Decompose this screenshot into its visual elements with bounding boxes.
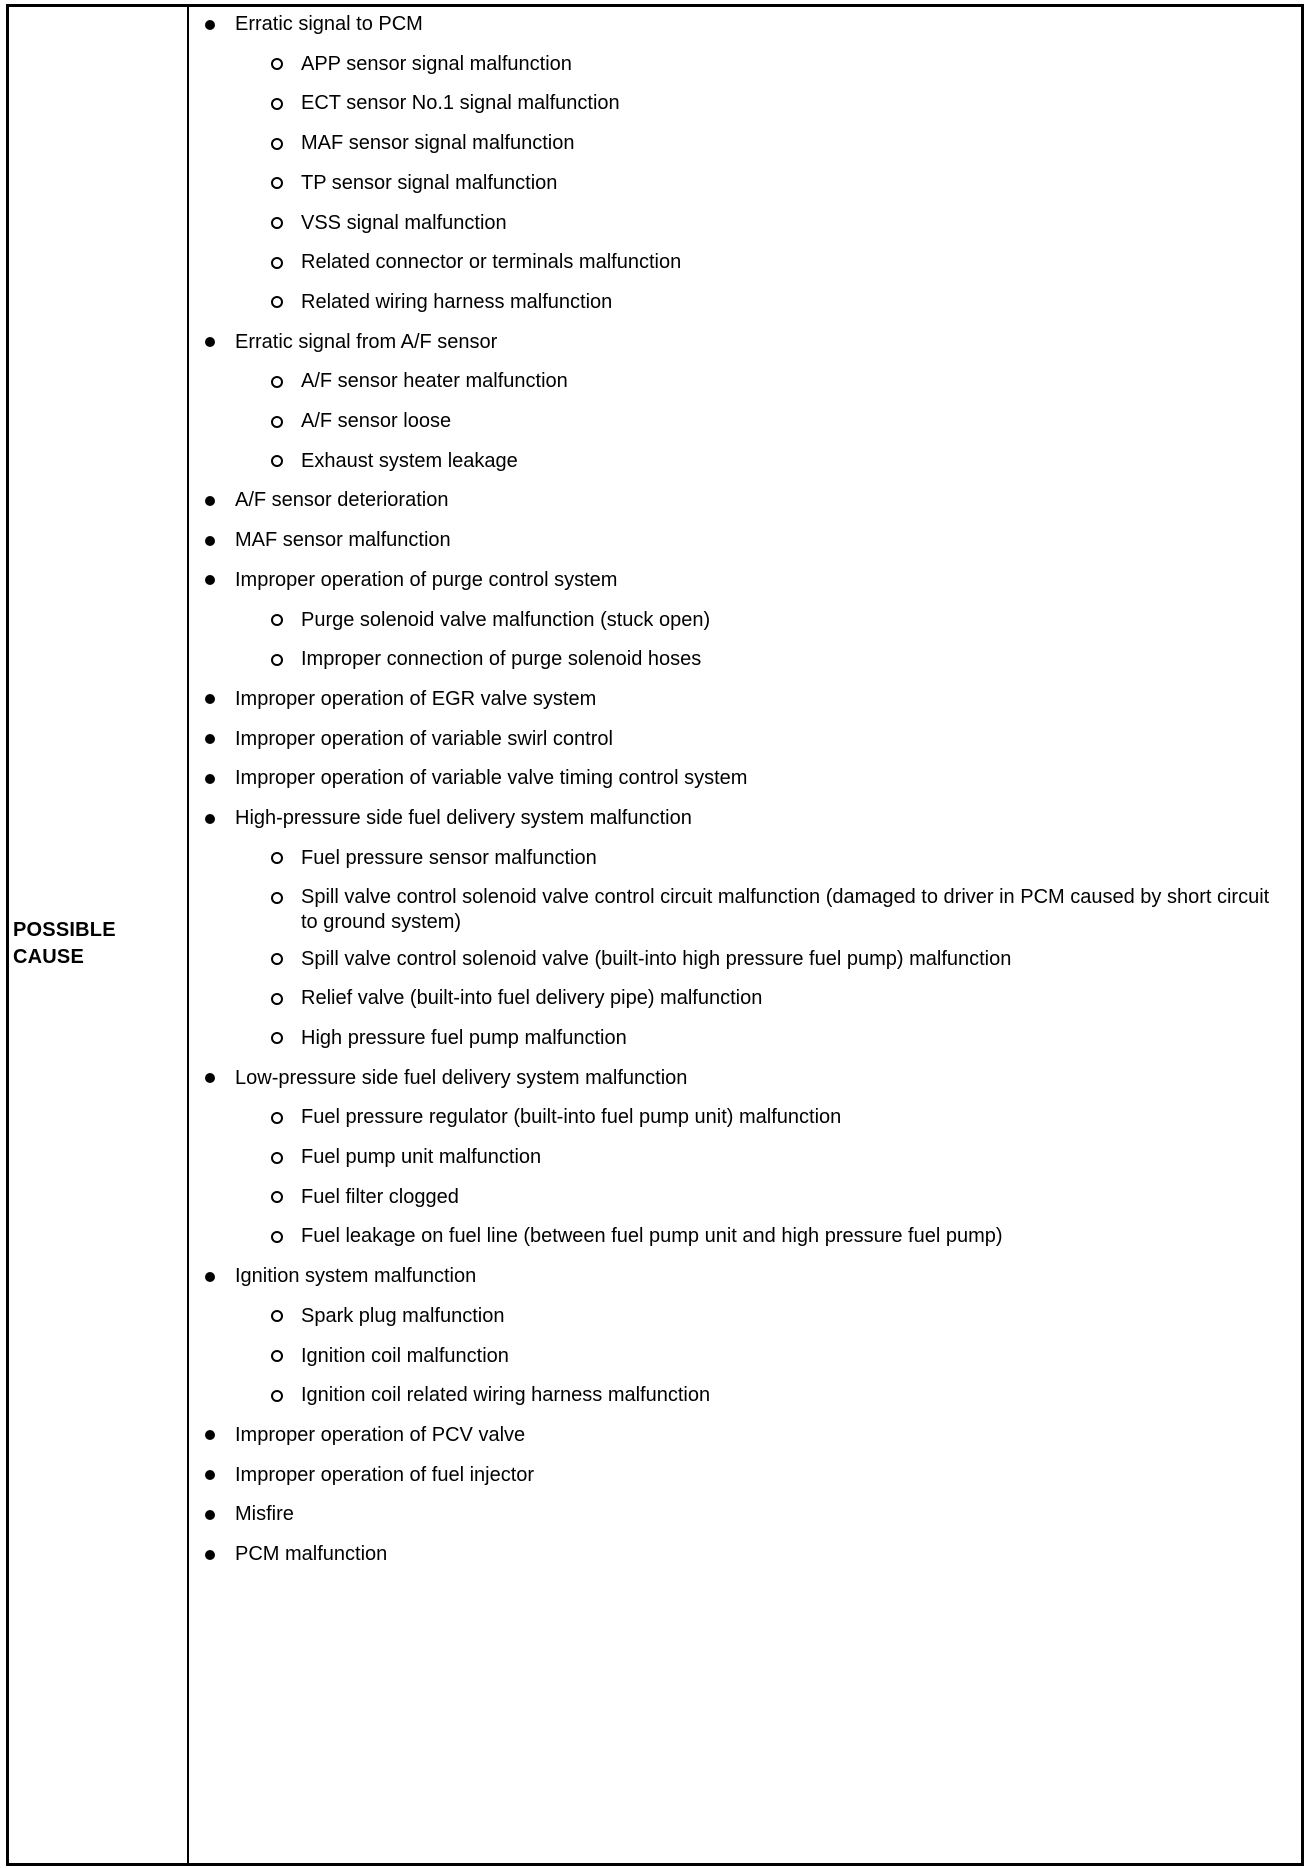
circle-bullet-icon bbox=[271, 91, 283, 116]
cause-item bbox=[235, 806, 692, 831]
cause-text: High pressure fuel pump malfunction bbox=[301, 1026, 627, 1049]
circle-bullet-icon bbox=[271, 171, 283, 196]
cause-subitem bbox=[301, 608, 1271, 633]
cause-text: Fuel pressure sensor malfunction bbox=[301, 846, 597, 869]
circle-bullet-icon bbox=[271, 1344, 283, 1369]
cause-text: Erratic signal to PCM bbox=[235, 13, 423, 35]
bullet-icon bbox=[205, 727, 215, 752]
label-cell bbox=[9, 7, 189, 1863]
cause-item bbox=[235, 1542, 387, 1567]
circle-bullet-icon bbox=[271, 250, 283, 275]
cause-text: Fuel filter clogged bbox=[301, 1185, 459, 1208]
circle-bullet-icon bbox=[271, 1304, 283, 1329]
cause-text: APP sensor signal malfunction bbox=[301, 52, 572, 75]
cause-subitem bbox=[301, 885, 1271, 935]
circle-bullet-icon bbox=[271, 846, 283, 871]
cause-subitem bbox=[301, 947, 1271, 972]
cause-text: Relief valve (built-into fuel delivery pipe) malfunction bbox=[301, 987, 763, 1010]
cause-text: Related wiring harness malfunction bbox=[301, 290, 613, 313]
circle-bullet-icon bbox=[271, 369, 283, 394]
cause-text: Erratic signal from A/F sensor bbox=[235, 330, 498, 353]
bullet-icon bbox=[205, 488, 215, 513]
cause-text: Improper connection of purge solenoid hoses bbox=[301, 648, 702, 671]
cause-subitem bbox=[301, 1145, 1271, 1170]
cause-subitem bbox=[301, 52, 1271, 77]
cause-text: Improper operation of variable swirl control bbox=[235, 727, 613, 750]
cause-text: Ignition coil related wiring harness malfunction bbox=[301, 1384, 711, 1407]
cause-text: Ignition system malfunction bbox=[235, 1265, 477, 1288]
cause-subitem bbox=[301, 131, 1271, 156]
cause-item bbox=[235, 330, 497, 355]
cause-item bbox=[235, 687, 596, 712]
cause-text: Improper operation of EGR valve system bbox=[235, 687, 597, 710]
cause-subitem bbox=[301, 1383, 1271, 1408]
cause-subitem bbox=[301, 986, 1271, 1011]
bullet-icon bbox=[205, 766, 215, 791]
cause-text: Ignition coil malfunction bbox=[301, 1344, 509, 1367]
cause-text: Improper operation of PCV valve bbox=[235, 1423, 526, 1446]
label-line-2: CAUSE bbox=[13, 946, 85, 968]
cause-subitem bbox=[301, 1105, 1271, 1130]
cause-subitem bbox=[301, 449, 1271, 474]
circle-bullet-icon bbox=[271, 1145, 283, 1170]
cause-subitem bbox=[301, 250, 1271, 275]
bullet-icon bbox=[205, 12, 215, 37]
cause-text: Improper operation of variable valve timing control system bbox=[235, 767, 748, 790]
cause-subitem bbox=[301, 211, 1271, 236]
cause-item bbox=[235, 727, 613, 752]
cause-subitem bbox=[301, 1304, 1271, 1329]
cause-text: Fuel leakage on fuel line (between fuel pump unit and high pressure fuel pump) bbox=[301, 1225, 1003, 1248]
cause-text: Purge solenoid valve malfunction (stuck open) bbox=[301, 608, 711, 631]
cause-item bbox=[235, 1066, 687, 1091]
circle-bullet-icon bbox=[271, 1185, 283, 1210]
cause-text: ECT sensor No.1 signal malfunction bbox=[301, 92, 620, 115]
cause-text: Exhaust system leakage bbox=[301, 449, 518, 472]
cause-item bbox=[235, 568, 617, 593]
cause-subitem bbox=[301, 1224, 1271, 1249]
cause-text: Spark plug malfunction bbox=[301, 1304, 505, 1327]
bullet-icon bbox=[205, 1542, 215, 1567]
bullet-icon bbox=[205, 330, 215, 355]
cause-item bbox=[235, 1502, 294, 1527]
bullet-icon bbox=[205, 1066, 215, 1091]
bullet-icon bbox=[205, 687, 215, 712]
cause-text: Fuel pressure regulator (built-into fuel pump unit) malfunction bbox=[301, 1106, 842, 1129]
cause-text: Improper operation of purge control system bbox=[235, 568, 618, 591]
cause-text: High-pressure side fuel delivery system malfunction bbox=[235, 807, 692, 829]
cause-text: PCM malfunction bbox=[235, 1543, 388, 1566]
bullet-icon bbox=[205, 528, 215, 553]
circle-bullet-icon bbox=[271, 290, 283, 315]
bullet-icon bbox=[205, 1502, 215, 1527]
cause-subitem bbox=[301, 409, 1271, 434]
cause-text: A/F sensor loose bbox=[301, 410, 452, 432]
cause-item bbox=[235, 1423, 525, 1448]
cause-text: Spill valve control solenoid valve control circuit malfunction (damaged to driver in PCM caused by short circuit to ground system) bbox=[301, 886, 1270, 934]
cause-item bbox=[235, 766, 747, 791]
circle-bullet-icon bbox=[271, 608, 283, 633]
cause-item bbox=[235, 1463, 534, 1488]
possible-cause-label bbox=[13, 917, 116, 971]
cause-item bbox=[235, 1264, 476, 1289]
circle-bullet-icon bbox=[271, 449, 283, 474]
cause-text: VSS signal malfunction bbox=[301, 211, 507, 234]
cause-subitem bbox=[301, 647, 1271, 672]
circle-bullet-icon bbox=[271, 211, 283, 236]
cause-item bbox=[235, 12, 423, 37]
circle-bullet-icon bbox=[271, 885, 283, 910]
label-line-1: POSSIBLE bbox=[13, 919, 116, 941]
cause-text: MAF sensor signal malfunction bbox=[301, 132, 575, 155]
cause-subitem bbox=[301, 369, 1271, 394]
cause-text: A/F sensor deterioration bbox=[235, 489, 449, 512]
cause-list bbox=[191, 7, 1301, 1863]
circle-bullet-icon bbox=[271, 947, 283, 972]
cause-text: Low-pressure side fuel delivery system malfunction bbox=[235, 1066, 688, 1089]
possible-cause-table bbox=[6, 4, 1304, 1866]
circle-bullet-icon bbox=[271, 409, 283, 434]
circle-bullet-icon bbox=[271, 986, 283, 1011]
cause-subitem bbox=[301, 91, 1271, 116]
cause-subitem bbox=[301, 1026, 1271, 1051]
bullet-icon bbox=[205, 568, 215, 593]
circle-bullet-icon bbox=[271, 1224, 283, 1249]
bullet-icon bbox=[205, 1264, 215, 1289]
circle-bullet-icon bbox=[271, 1105, 283, 1130]
cause-item bbox=[235, 488, 448, 513]
cause-subitem bbox=[301, 171, 1271, 196]
bullet-icon bbox=[205, 1423, 215, 1448]
cause-text: Related connector or terminals malfunction bbox=[301, 251, 682, 274]
cause-text: Fuel pump unit malfunction bbox=[301, 1146, 542, 1169]
bullet-icon bbox=[205, 806, 215, 831]
cause-text: Spill valve control solenoid valve (built-into high pressure fuel pump) malfunction bbox=[301, 947, 1012, 970]
cause-subitem bbox=[301, 290, 1271, 315]
cause-subitem bbox=[301, 846, 1271, 871]
cause-text: MAF sensor malfunction bbox=[235, 529, 451, 552]
circle-bullet-icon bbox=[271, 647, 283, 672]
circle-bullet-icon bbox=[271, 1383, 283, 1408]
cause-subitem bbox=[301, 1344, 1271, 1369]
circle-bullet-icon bbox=[271, 1026, 283, 1051]
circle-bullet-icon bbox=[271, 52, 283, 77]
cause-item bbox=[235, 528, 451, 553]
circle-bullet-icon bbox=[271, 131, 283, 156]
cause-text: TP sensor signal malfunction bbox=[301, 171, 558, 194]
cause-text: Misfire bbox=[235, 1503, 294, 1526]
bullet-icon bbox=[205, 1463, 215, 1488]
cause-text: Improper operation of fuel injector bbox=[235, 1463, 535, 1486]
cause-text: A/F sensor heater malfunction bbox=[301, 370, 568, 393]
cause-subitem bbox=[301, 1185, 1271, 1210]
